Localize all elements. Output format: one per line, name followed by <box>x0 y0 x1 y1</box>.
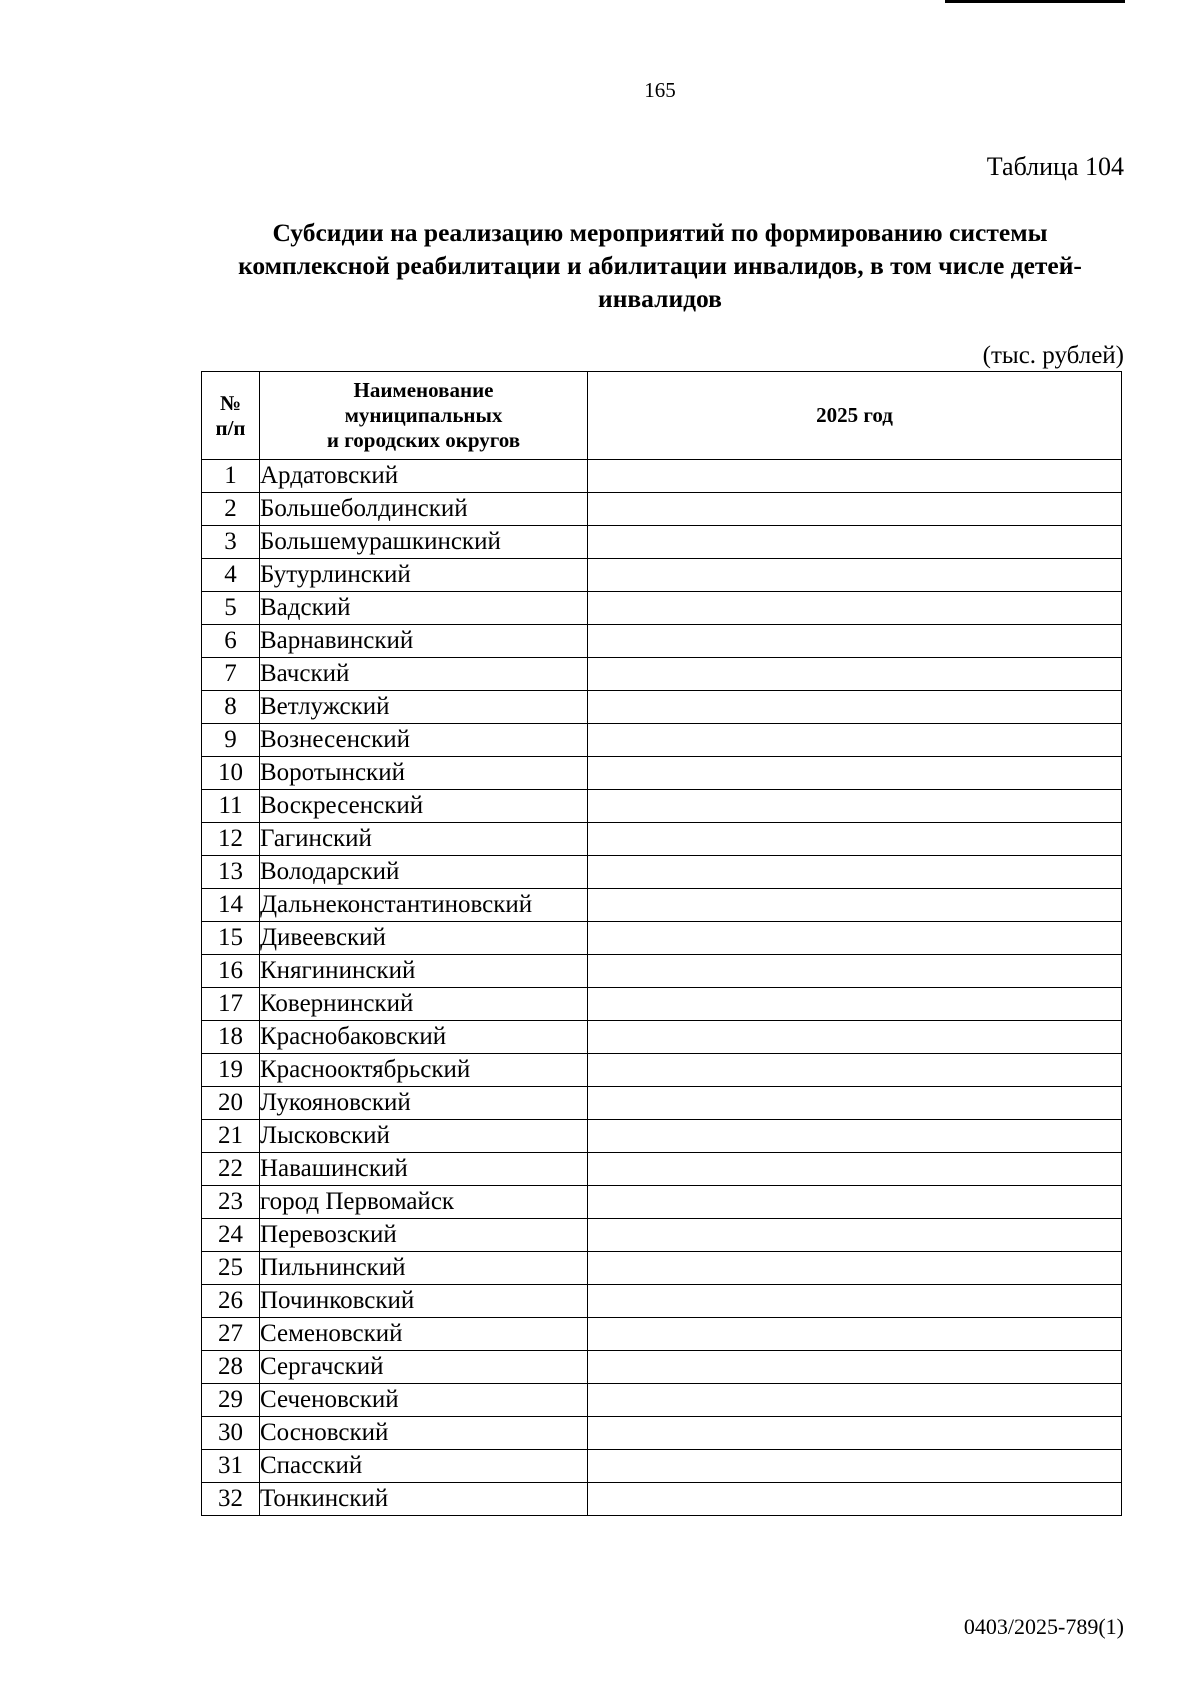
header-number <box>202 372 260 460</box>
value-2025 <box>588 1450 1122 1483</box>
row-number: 29 <box>202 1384 260 1417</box>
municipality-name: Дальнеконстантиновский <box>260 889 588 922</box>
municipality-name: Спасский <box>260 1450 588 1483</box>
row-number: 9 <box>202 724 260 757</box>
table-row <box>202 757 1122 790</box>
municipality-name: Воротынский <box>260 757 588 790</box>
table-row <box>202 1219 1122 1252</box>
municipality-name: Воскресенский <box>260 790 588 823</box>
table-caption: Таблица 104 <box>986 152 1124 181</box>
table-row <box>202 559 1122 592</box>
table-row <box>202 1285 1122 1318</box>
municipality-name: Тонкинский <box>260 1483 588 1516</box>
table-row <box>202 658 1122 691</box>
table-row <box>202 1351 1122 1384</box>
table-row <box>202 1318 1122 1351</box>
table-row <box>202 724 1122 757</box>
municipality-name: Володарский <box>260 856 588 889</box>
value-2025 <box>588 1483 1122 1516</box>
municipality-name: Дивеевский <box>260 922 588 955</box>
municipality-name: Навашинский <box>260 1153 588 1186</box>
table-row <box>202 1186 1122 1219</box>
value-2025 <box>588 1384 1122 1417</box>
value-2025 <box>588 460 1122 493</box>
table-row <box>202 1252 1122 1285</box>
value-2025 <box>588 1054 1122 1087</box>
table-row <box>202 1120 1122 1153</box>
row-number: 16 <box>202 955 260 988</box>
table-row <box>202 1384 1122 1417</box>
header-number-line2: п/п <box>215 415 246 440</box>
table-row <box>202 823 1122 856</box>
municipality-name: Вачский <box>260 658 588 691</box>
row-number: 10 <box>202 757 260 790</box>
municipality-name: Сеченовский <box>260 1384 588 1417</box>
value-2025 <box>588 658 1122 691</box>
row-number: 31 <box>202 1450 260 1483</box>
row-number: 13 <box>202 856 260 889</box>
row-number: 4 <box>202 559 260 592</box>
row-number: 28 <box>202 1351 260 1384</box>
table-row <box>202 1483 1122 1516</box>
row-number: 11 <box>202 790 260 823</box>
table-row <box>202 856 1122 889</box>
municipality-name: Варнавинский <box>260 625 588 658</box>
municipality-name: Вознесенский <box>260 724 588 757</box>
row-number: 18 <box>202 1021 260 1054</box>
table-row <box>202 1450 1122 1483</box>
table-row <box>202 592 1122 625</box>
value-2025 <box>588 1285 1122 1318</box>
value-2025 <box>588 1186 1122 1219</box>
table-row <box>202 1087 1122 1120</box>
table-row <box>202 625 1122 658</box>
table-row <box>202 526 1122 559</box>
row-number: 6 <box>202 625 260 658</box>
value-2025 <box>588 526 1122 559</box>
table-row <box>202 955 1122 988</box>
row-number: 26 <box>202 1285 260 1318</box>
document-code: 0403/2025-789(1) <box>963 1614 1124 1639</box>
value-2025 <box>588 1120 1122 1153</box>
row-number: 12 <box>202 823 260 856</box>
value-2025 <box>588 988 1122 1021</box>
value-2025 <box>588 889 1122 922</box>
row-number: 8 <box>202 691 260 724</box>
municipality-name: Краснобаковский <box>260 1021 588 1054</box>
unit-label: (тыс. рублей) <box>982 342 1124 369</box>
table-row <box>202 493 1122 526</box>
row-number: 30 <box>202 1417 260 1450</box>
value-2025 <box>588 1153 1122 1186</box>
municipality-name: Ардатовский <box>260 460 588 493</box>
row-number: 24 <box>202 1219 260 1252</box>
municipality-name: Сосновский <box>260 1417 588 1450</box>
municipality-name: Семеновский <box>260 1318 588 1351</box>
table-row <box>202 790 1122 823</box>
municipality-name: Лысковский <box>260 1120 588 1153</box>
value-2025 <box>588 757 1122 790</box>
row-number: 25 <box>202 1252 260 1285</box>
row-number: 5 <box>202 592 260 625</box>
row-number: 14 <box>202 889 260 922</box>
table-row <box>202 1054 1122 1087</box>
municipality-name: Лукояновский <box>260 1087 588 1120</box>
value-2025 <box>588 1318 1122 1351</box>
row-number: 23 <box>202 1186 260 1219</box>
top-rule-line <box>945 0 1125 3</box>
table-body <box>202 460 1122 1516</box>
row-number: 22 <box>202 1153 260 1186</box>
municipality-name: Большемурашкинский <box>260 526 588 559</box>
document-title: Субсидии на реализацию мероприятий по формированию системы комплексной реабилитации и абилитации инвалидов, в том числе детей-инвалидов <box>238 218 1082 313</box>
row-number: 2 <box>202 493 260 526</box>
header-name-line2: муниципальных <box>344 403 503 427</box>
page-number: 165 <box>644 78 676 102</box>
table-row <box>202 460 1122 493</box>
row-number: 15 <box>202 922 260 955</box>
value-2025 <box>588 1021 1122 1054</box>
row-number: 3 <box>202 526 260 559</box>
table-row <box>202 1153 1122 1186</box>
row-number: 27 <box>202 1318 260 1351</box>
municipality-name: Вадский <box>260 592 588 625</box>
table-row <box>202 1021 1122 1054</box>
row-number: 7 <box>202 658 260 691</box>
value-2025 <box>588 1087 1122 1120</box>
municipality-name: Бутурлинский <box>260 559 588 592</box>
value-2025 <box>588 1417 1122 1450</box>
value-2025 <box>588 625 1122 658</box>
municipality-name: Ковернинский <box>260 988 588 1021</box>
row-number: 1 <box>202 460 260 493</box>
table-row <box>202 691 1122 724</box>
row-number: 32 <box>202 1483 260 1516</box>
subsidy-table <box>201 371 1122 1516</box>
row-number: 19 <box>202 1054 260 1087</box>
value-2025 <box>588 592 1122 625</box>
table-row <box>202 889 1122 922</box>
header-name <box>260 372 588 460</box>
value-2025 <box>588 724 1122 757</box>
municipality-name: Княгининский <box>260 955 588 988</box>
municipality-name: Починковский <box>260 1285 588 1318</box>
header-year: 2025 год <box>588 372 1122 460</box>
table-row <box>202 988 1122 1021</box>
value-2025 <box>588 559 1122 592</box>
municipality-name: Гагинский <box>260 823 588 856</box>
value-2025 <box>588 1351 1122 1384</box>
row-number: 20 <box>202 1087 260 1120</box>
table-row <box>202 922 1122 955</box>
municipality-name: Ветлужский <box>260 691 588 724</box>
value-2025 <box>588 790 1122 823</box>
municipality-name: Большеболдинский <box>260 493 588 526</box>
row-number: 21 <box>202 1120 260 1153</box>
header-name-line1: Наименование <box>353 378 494 402</box>
table-header-row <box>202 372 1122 460</box>
value-2025 <box>588 1252 1122 1285</box>
value-2025 <box>588 493 1122 526</box>
header-name-line3: и городских округов <box>326 428 521 452</box>
municipality-name: Пильнинский <box>260 1252 588 1285</box>
value-2025 <box>588 823 1122 856</box>
municipality-name: Перевозский <box>260 1219 588 1252</box>
table-row <box>202 1417 1122 1450</box>
row-number: 17 <box>202 988 260 1021</box>
municipality-name: Сергачский <box>260 1351 588 1384</box>
value-2025 <box>588 691 1122 724</box>
value-2025 <box>588 856 1122 889</box>
municipality-name: Краснооктябрьский <box>260 1054 588 1087</box>
value-2025 <box>588 922 1122 955</box>
value-2025 <box>588 1219 1122 1252</box>
header-number-line1: № <box>219 390 242 415</box>
municipality-name: город Первомайск <box>260 1186 588 1219</box>
value-2025 <box>588 955 1122 988</box>
